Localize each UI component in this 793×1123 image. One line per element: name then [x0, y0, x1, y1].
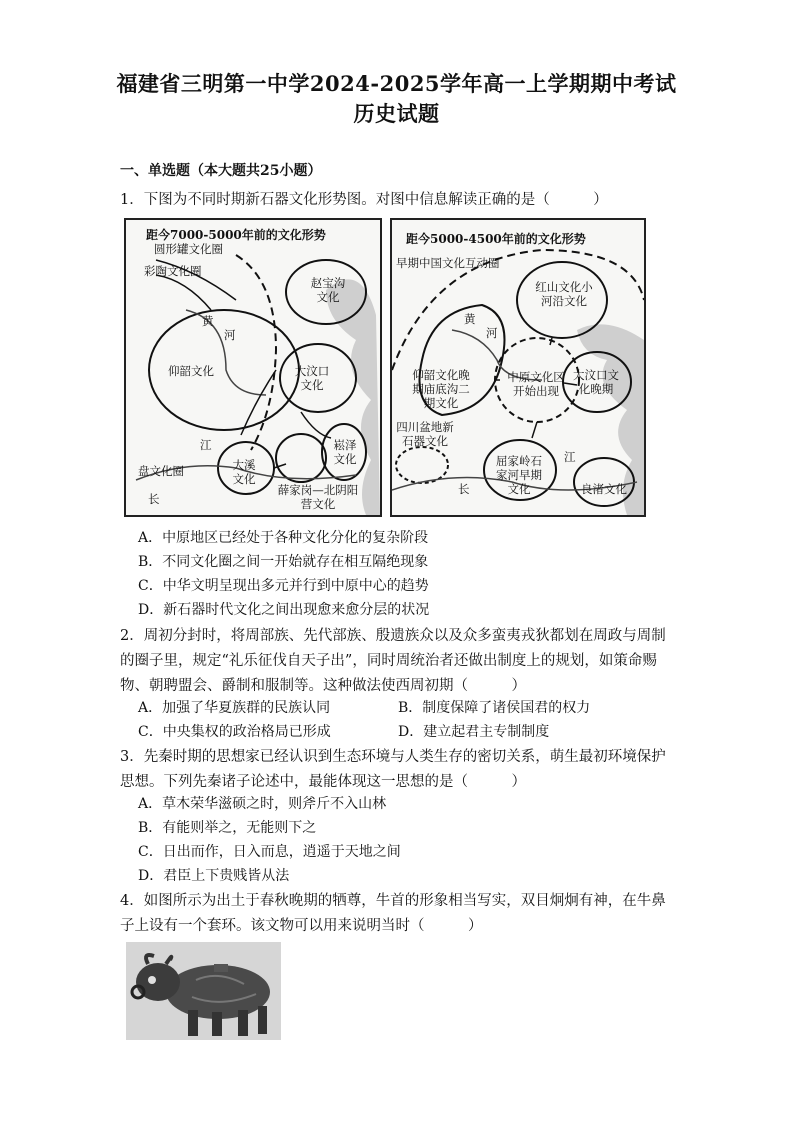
q3-option-c: C．日出而作，日入而息，逍遥于天地之间 [138, 844, 401, 860]
arrow-1 [550, 338, 552, 345]
q1-option-c: C．中华文明呈现出多元并行到中原中心的趋势 [138, 578, 429, 594]
label-chang: 长 [458, 482, 470, 496]
arrow-3 [274, 464, 286, 468]
label-liangzhu: 良渚文化 [581, 482, 627, 496]
label-yangshao: 仰韶文化 [168, 364, 214, 378]
map-right-title: 距今5000-4500年前的文化形势 [406, 232, 586, 246]
q2-option-b: B．制度保障了诸侯国君的权力 [398, 700, 591, 716]
label-he: 河 [486, 326, 498, 340]
q1-option-b: B．不同文化圈之间一开始就存在相互隔绝现象 [138, 554, 429, 570]
label-zhaobaogou: 赵宝沟文化 [310, 276, 346, 304]
label-he: 河 [224, 328, 236, 342]
label-xuejiagang: 薛家岗—北阴阳营文化 [277, 483, 359, 511]
map-left-title: 距今7000-5000年前的文化形势 [146, 228, 326, 242]
legend-painted-pottery: 彩陶文化圈 [144, 264, 202, 278]
bronze-ox-vessel-photo [126, 942, 281, 1040]
label-jiang: 江 [564, 450, 576, 464]
bronze-ox-icon [126, 942, 281, 1040]
legend-interaction-sphere: 早期中国文化互动圈 [396, 256, 500, 270]
q3-option-b: B．有能则举之，无能则下之 [138, 820, 317, 836]
label-yangshao-late: 仰韶文化晚期庙底沟二期文化 [412, 368, 470, 410]
label-chang: 长 [148, 492, 160, 506]
section-heading: 一、单选题（本大题共25小题） [120, 163, 322, 179]
arrow-2 [532, 422, 537, 438]
arrow-1 [241, 370, 276, 435]
label-hongshan: 红山文化小河沿文化 [535, 280, 593, 308]
label-dawenkou: 大汶口文化 [294, 364, 330, 392]
label-songze: 崧泽文化 [333, 438, 357, 466]
q3-option-d: D．君臣上下贵贱皆从法 [138, 868, 290, 884]
q2-option-d: D．建立起君主专制制度 [398, 724, 550, 740]
sichuan-circle [396, 447, 448, 483]
culture-boundary-dashed [236, 255, 276, 450]
label-dawenkou-late: 大汶口文化晚期 [573, 368, 619, 396]
question-1-stem: 1．下图为不同时期新石器文化形势图。对图中信息解读正确的是（ ） [120, 192, 608, 208]
exam-title: 福建省三明第一中学2024-2025学年高一上学期期中考试 [116, 71, 677, 96]
map-7000-5000 [124, 218, 382, 517]
label-jiang: 江 [200, 438, 212, 452]
q3-option-a: A．草木荣华滋硕之时，则斧斤不入山林 [138, 796, 387, 812]
legend-pot-circle: 圆形罐文化圈 [154, 242, 223, 256]
question-4-stem: 4．如图所示为出土于春秋晚期的牺尊，牛首的形象相当写实，双目炯炯有神，在牛鼻子上设有一个套环。该文物可以用来说明当时（ ） [120, 893, 666, 934]
label-huang: 黄 [464, 312, 476, 326]
xuejiagang-circle [276, 434, 326, 482]
label-pan-circle: 盘文化圈 [138, 464, 184, 478]
q1-option-a: A．中原地区已经处于各种文化分化的复杂阶段 [138, 530, 429, 546]
label-qujialing: 屈家岭石家河早期文化 [496, 454, 542, 496]
question-2-stem: 2．周初分封时，将周部族、先代部族、殷遗族众以及众多蛮夷戎狄都划在周政与周制的圈子里，规定“礼乐征伐自天子出”，同时周统治者还做出制度上的规划，如策命赐物、朝聘盟会、爵制和服制等。这种做法使西周初期（ ） [120, 628, 666, 694]
label-daxi: 大溪文化 [232, 458, 256, 486]
label-huang: 黄 [202, 314, 214, 328]
legend-pointer-2 [156, 275, 211, 310]
yellow-river [186, 310, 266, 395]
q2-option-a: A．加强了华夏族群的民族认同 [138, 700, 331, 716]
question-3-stem: 3．先秦时期的思想家已经认识到生态环境与人类生存的密切关系，萌生最初环境保护思想。下列先秦诸子论述中，最能体现这一思想的是（ ） [120, 749, 666, 790]
exam-subject-title: 历史试题 [353, 101, 440, 126]
q1-option-d: D．新石器时代文化之间出现愈来愈分层的状况 [138, 602, 430, 618]
label-zhongyuan: 中原文化区开始出现 [507, 370, 565, 398]
label-sichuan: 四川盆地新石器文化 [396, 420, 454, 448]
map-5000-4500 [390, 218, 646, 517]
q2-option-c: C．中央集权的政治格局已形成 [138, 724, 331, 740]
